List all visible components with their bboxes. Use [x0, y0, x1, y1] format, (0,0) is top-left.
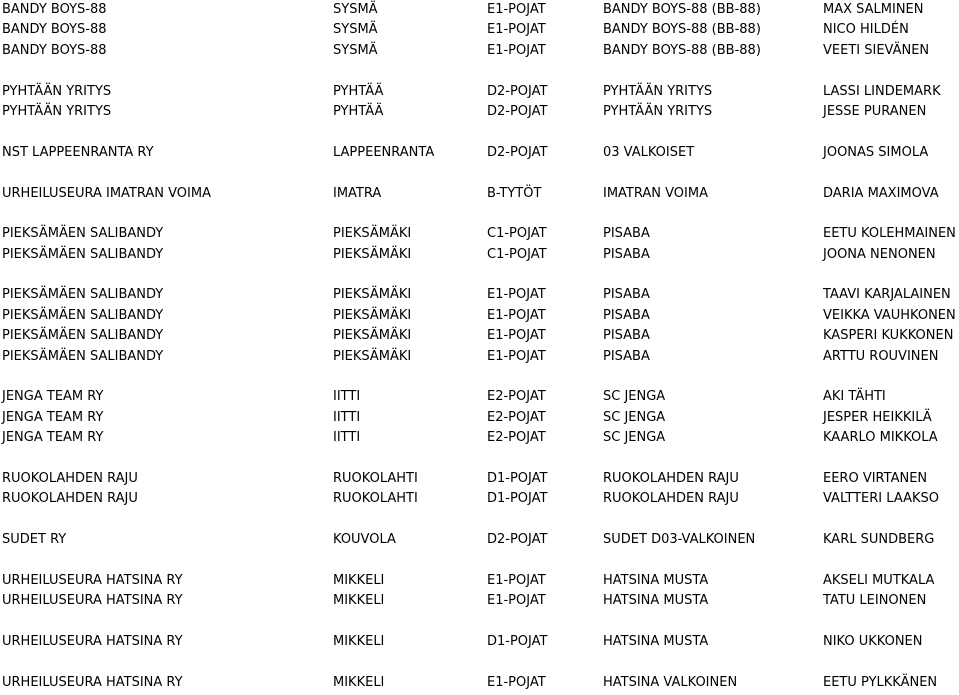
player-cell: MAX SALMINEN: [823, 2, 924, 17]
series-cell: D1-POJAT: [487, 634, 548, 650]
roster-row: [2, 41, 959, 61]
city-cell: MIKKELI: [333, 593, 385, 609]
city-cell: PIEKSÄMÄKI: [333, 226, 412, 242]
city-cell: PIEKSÄMÄKI: [333, 328, 412, 344]
roster-row: [2, 20, 959, 40]
roster-row: [2, 306, 959, 326]
player-cell: JOONA NENONEN: [823, 246, 936, 262]
series-cell: D2-POJAT: [487, 144, 548, 160]
series-cell: E2-POJAT: [487, 409, 546, 425]
roster-row: [2, 245, 959, 265]
series-cell: E1-POJAT: [487, 287, 546, 303]
series-cell: D2-POJAT: [487, 532, 548, 548]
series-cell: E2-POJAT: [487, 389, 546, 405]
player-cell: AKSELI MUTKALA: [823, 572, 935, 588]
player-cell: NICO HILDÉN: [823, 22, 909, 38]
series-cell: E1-POJAT: [487, 22, 546, 38]
player-cell: JESSE PURANEN: [823, 103, 927, 119]
city-cell: IMATRA: [333, 185, 382, 201]
club-cell: URHEILUSEURA HATSINA RY: [2, 634, 183, 650]
player-cell: ARTTU ROUVINEN: [823, 348, 939, 364]
group-spacer: [2, 122, 959, 142]
roster-row: [2, 591, 959, 611]
group-spacer: [2, 653, 959, 673]
player-cell: AKI TÄHTI: [823, 389, 886, 405]
city-cell: IITTI: [333, 409, 361, 425]
player-cell: JESPER HEIKKILÄ: [823, 409, 932, 425]
player-cell: DARIA MAXIMOVA: [823, 185, 939, 201]
roster-list: [2, 0, 959, 693]
roster-row: [2, 530, 959, 550]
player-cell: LASSI LINDEMARK: [823, 83, 941, 99]
series-cell: D1-POJAT: [487, 491, 548, 507]
series-cell: D2-POJAT: [487, 83, 548, 99]
series-cell: E1-POJAT: [487, 307, 546, 323]
player-cell: VEIKKA VAUHKONEN: [823, 307, 956, 323]
city-cell: PYHTÄÄ: [333, 83, 384, 99]
series-cell: C1-POJAT: [487, 246, 547, 262]
club-cell: URHEILUSEURA IMATRAN VOIMA: [2, 185, 211, 201]
group-spacer: [2, 61, 959, 81]
player-cell: TATU LEINONEN: [823, 593, 927, 609]
team-cell: IMATRAN VOIMA: [603, 185, 708, 201]
player-cell: KARL SUNDBERG: [823, 532, 935, 548]
series-cell: D2-POJAT: [487, 103, 548, 119]
player-cell: EETU KOLEHMAINEN: [823, 226, 956, 242]
club-cell: URHEILUSEURA HATSINA RY: [2, 572, 183, 588]
team-cell: HATSINA MUSTA: [603, 593, 709, 609]
player-cell: KAARLO MIKKOLA: [823, 430, 938, 446]
city-cell: RUOKOLAHTI: [333, 491, 418, 507]
roster-row: [2, 428, 959, 448]
city-cell: IITTI: [333, 389, 361, 405]
group-spacer: [2, 204, 959, 224]
roster-row: [2, 285, 959, 305]
player-cell: EERO VIRTANEN: [823, 470, 928, 486]
team-cell: PYHTÄÄN YRITYS: [603, 103, 713, 119]
roster-row: [2, 469, 959, 489]
city-cell: MIKKELI: [333, 572, 385, 588]
player-cell: EETU PYLKKÄNEN: [823, 674, 938, 690]
team-cell: BANDY BOYS-88 (BB-88): [603, 2, 761, 17]
club-cell: BANDY BOYS-88: [2, 22, 107, 38]
roster-row: [2, 489, 959, 509]
team-cell: RUOKOLAHDEN RAJU: [603, 491, 739, 507]
roster-row: [2, 102, 959, 122]
group-spacer: [2, 163, 959, 183]
team-cell: HATSINA VALKOINEN: [603, 674, 738, 690]
club-cell: SUDET RY: [2, 532, 67, 548]
club-cell: NST LAPPEENRANTA RY: [2, 144, 154, 160]
series-cell: E1-POJAT: [487, 348, 546, 364]
roster-row: [2, 82, 959, 102]
series-cell: C1-POJAT: [487, 226, 547, 242]
player-cell: KASPERI KUKKONEN: [823, 328, 954, 344]
city-cell: PIEKSÄMÄKI: [333, 287, 412, 303]
team-cell: RUOKOLAHDEN RAJU: [603, 470, 739, 486]
team-cell: SC JENGA: [603, 409, 666, 425]
club-cell: PYHTÄÄN YRITYS: [2, 103, 112, 119]
team-cell: PISABA: [603, 287, 650, 303]
city-cell: SYSMÄ: [333, 42, 378, 58]
series-cell: E1-POJAT: [487, 572, 546, 588]
player-cell: NIKO UKKONEN: [823, 634, 923, 650]
club-cell: JENGA TEAM RY: [2, 409, 104, 425]
team-cell: PYHTÄÄN YRITYS: [603, 83, 713, 99]
club-cell: BANDY BOYS-88: [2, 42, 107, 58]
club-cell: PIEKSÄMÄEN SALIBANDY: [2, 246, 164, 262]
group-spacer: [2, 612, 959, 632]
club-cell: URHEILUSEURA HATSINA RY: [2, 674, 183, 690]
player-cell: VALTTERI LAAKSO: [823, 491, 939, 507]
club-cell: RUOKOLAHDEN RAJU: [2, 470, 138, 486]
club-cell: PIEKSÄMÄEN SALIBANDY: [2, 226, 164, 242]
club-cell: PIEKSÄMÄEN SALIBANDY: [2, 307, 164, 323]
series-cell: E1-POJAT: [487, 2, 546, 17]
group-spacer: [2, 265, 959, 285]
club-cell: PIEKSÄMÄEN SALIBANDY: [2, 348, 164, 364]
series-cell: E2-POJAT: [487, 430, 546, 446]
team-cell: PISABA: [603, 328, 650, 344]
series-cell: E1-POJAT: [487, 674, 546, 690]
team-cell: BANDY BOYS-88 (BB-88): [603, 22, 761, 38]
roster-row: [2, 184, 959, 204]
roster-row: [2, 571, 959, 591]
city-cell: SYSMÄ: [333, 2, 378, 17]
group-spacer: [2, 449, 959, 469]
club-cell: JENGA TEAM RY: [2, 389, 104, 405]
roster-row: [2, 632, 959, 652]
team-cell: BANDY BOYS-88 (BB-88): [603, 42, 761, 58]
roster-row: [2, 224, 959, 244]
city-cell: SYSMÄ: [333, 22, 378, 38]
club-cell: PIEKSÄMÄEN SALIBANDY: [2, 287, 164, 303]
roster-row: [2, 0, 959, 20]
club-cell: URHEILUSEURA HATSINA RY: [2, 593, 183, 609]
roster-row: [2, 326, 959, 346]
city-cell: PIEKSÄMÄKI: [333, 348, 412, 364]
team-cell: SC JENGA: [603, 389, 666, 405]
roster-row: [2, 408, 959, 428]
group-spacer: [2, 510, 959, 530]
club-cell: PIEKSÄMÄEN SALIBANDY: [2, 328, 164, 344]
city-cell: IITTI: [333, 430, 361, 446]
roster-row: [2, 387, 959, 407]
team-cell: PISABA: [603, 307, 650, 323]
club-cell: BANDY BOYS-88: [2, 2, 107, 17]
series-cell: D1-POJAT: [487, 470, 548, 486]
club-cell: PYHTÄÄN YRITYS: [2, 83, 112, 99]
player-cell: TAAVI KARJALAINEN: [823, 287, 951, 303]
player-cell: VEETI SIEVÄNEN: [823, 42, 930, 58]
city-cell: MIKKELI: [333, 634, 385, 650]
team-cell: PISABA: [603, 348, 650, 364]
series-cell: E1-POJAT: [487, 593, 546, 609]
city-cell: PYHTÄÄ: [333, 103, 384, 119]
team-cell: 03 VALKOISET: [603, 144, 695, 160]
group-spacer: [2, 551, 959, 571]
team-cell: PISABA: [603, 246, 650, 262]
city-cell: MIKKELI: [333, 674, 385, 690]
series-cell: B-TYTÖT: [487, 185, 542, 201]
roster-row: [2, 673, 959, 693]
roster-row: [2, 143, 959, 163]
series-cell: E1-POJAT: [487, 328, 546, 344]
city-cell: LAPPEENRANTA: [333, 144, 435, 160]
club-cell: JENGA TEAM RY: [2, 430, 104, 446]
city-cell: PIEKSÄMÄKI: [333, 307, 412, 323]
series-cell: E1-POJAT: [487, 42, 546, 58]
team-cell: PISABA: [603, 226, 650, 242]
player-cell: JOONAS SIMOLA: [823, 144, 929, 160]
group-spacer: [2, 367, 959, 387]
city-cell: KOUVOLA: [333, 532, 396, 548]
city-cell: PIEKSÄMÄKI: [333, 246, 412, 262]
roster-row: [2, 347, 959, 367]
city-cell: RUOKOLAHTI: [333, 470, 418, 486]
team-cell: HATSINA MUSTA: [603, 634, 709, 650]
team-cell: HATSINA MUSTA: [603, 572, 709, 588]
team-cell: SUDET D03-VALKOINEN: [603, 532, 756, 548]
team-cell: SC JENGA: [603, 430, 666, 446]
club-cell: RUOKOLAHDEN RAJU: [2, 491, 138, 507]
